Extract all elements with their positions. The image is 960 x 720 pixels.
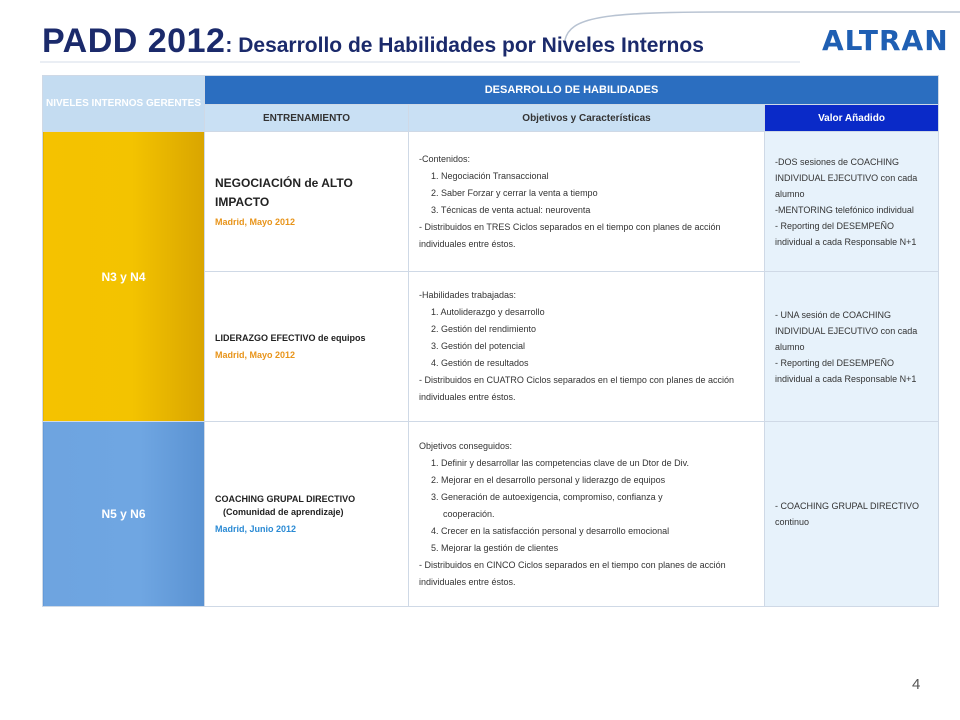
skills-table bbox=[42, 75, 939, 607]
course-date: Madrid, Mayo 2012 bbox=[215, 349, 296, 360]
niveles-header: NIVELES INTERNOS GERENTES bbox=[43, 76, 205, 132]
page-title-sub: : Desarrollo de Habilidades por Niveles Internos bbox=[225, 34, 704, 57]
value-cell bbox=[765, 132, 939, 272]
objective-line: 5. Mejorar la gestión de clientes bbox=[431, 542, 559, 553]
table-row bbox=[43, 132, 939, 272]
objective-line: 1. Negociación Transaccional bbox=[431, 170, 549, 181]
objective-line: 4. Crecer en la satisfacción personal y desarrollo emocional bbox=[431, 525, 670, 536]
page-title bbox=[42, 22, 704, 61]
objective-line: -Habilidades trabajadas: bbox=[419, 290, 517, 300]
objective-line: 3. Gestión del potencial bbox=[431, 341, 526, 351]
objective-line: 3. Técnicas de venta actual: neuroventa bbox=[431, 204, 591, 215]
objective-line: - Distribuidos en CUATRO Ciclos separados en el tiempo con planes de acción individuales entre éstos. bbox=[419, 375, 734, 402]
objectives-cell bbox=[409, 132, 765, 272]
altran-logo bbox=[822, 24, 949, 57]
objective-line: 3. Generación de autoexigencia, compromiso, confianza y bbox=[431, 491, 663, 502]
training-cell bbox=[205, 272, 409, 422]
course-date: Madrid, Mayo 2012 bbox=[215, 217, 296, 227]
page-title-main: PADD 2012 bbox=[42, 22, 226, 60]
col-valor: Valor Añadido bbox=[765, 105, 939, 132]
course-title: LIDERAZGO EFECTIVO de equipos bbox=[215, 332, 366, 343]
level-n5n6: N5 y N6 bbox=[43, 422, 205, 607]
objective-line: 1. Definir y desarrollar las competencias clave de un Dtor de Div. bbox=[431, 457, 689, 468]
value-line: -MENTORING telefónico individual bbox=[775, 204, 914, 215]
altran-logo-text: ALTRAN bbox=[822, 24, 949, 57]
value-line: - UNA sesión de COACHING INDIVIDUAL EJECUTIVO con cada alumno bbox=[775, 309, 918, 352]
objectives-cell bbox=[409, 272, 765, 422]
objective-line: - Distribuidos en CINCO Ciclos separados en el tiempo con planes de acción individuales entre éstos. bbox=[419, 559, 726, 587]
value-line: - Reporting del DESEMPEÑO individual a cada Responsable N+1 bbox=[775, 357, 917, 384]
value-line: - Reporting del DESEMPEÑO individual a cada Responsable N+1 bbox=[775, 220, 917, 247]
course-title: COACHING GRUPAL DIRECTIVO bbox=[215, 493, 356, 504]
page-number: 4 bbox=[912, 676, 921, 693]
objective-line: -Contenidos: bbox=[419, 153, 471, 164]
level-n3n4: N3 y N4 bbox=[43, 132, 205, 422]
value-line: -DOS sesiones de COACHING INDIVIDUAL EJECUTIVO con cada alumno bbox=[775, 156, 918, 199]
col-objetivos: Objetivos y Características bbox=[409, 105, 765, 132]
objective-line: Objetivos conseguidos: bbox=[419, 440, 513, 451]
objective-line: cooperación. bbox=[443, 508, 495, 519]
course-date: Madrid, Junio 2012 bbox=[215, 523, 297, 534]
training-cell bbox=[205, 132, 409, 272]
col-entrenamiento: ENTRENAMIENTO bbox=[205, 105, 409, 132]
desarrollo-header: DESARROLLO DE HABILIDADES bbox=[205, 76, 939, 105]
course-title: NEGOCIACIÓN de ALTO IMPACTO bbox=[215, 176, 353, 209]
course-subtitle: (Comunidad de aprendizaje) bbox=[223, 506, 344, 517]
objective-line: 2. Saber Forzar y cerrar la venta a tiempo bbox=[431, 187, 598, 198]
value-line: - COACHING GRUPAL DIRECTIVO continuo bbox=[775, 501, 920, 527]
objective-line: 1. Autoliderazgo y desarrollo bbox=[431, 307, 545, 317]
objectives-cell bbox=[409, 422, 765, 607]
objective-line: 4. Gestión de resultados bbox=[431, 358, 529, 368]
objective-line: 2. Mejorar en el desarrollo personal y liderazgo de equipos bbox=[431, 474, 666, 485]
value-cell bbox=[765, 422, 939, 607]
table-row bbox=[43, 422, 939, 607]
value-cell bbox=[765, 272, 939, 422]
training-cell bbox=[205, 422, 409, 607]
objective-line: 2. Gestión del rendimiento bbox=[431, 324, 537, 334]
objective-line: - Distribuidos en TRES Ciclos separados en el tiempo con planes de acción individuales entre éstos. bbox=[419, 221, 721, 249]
